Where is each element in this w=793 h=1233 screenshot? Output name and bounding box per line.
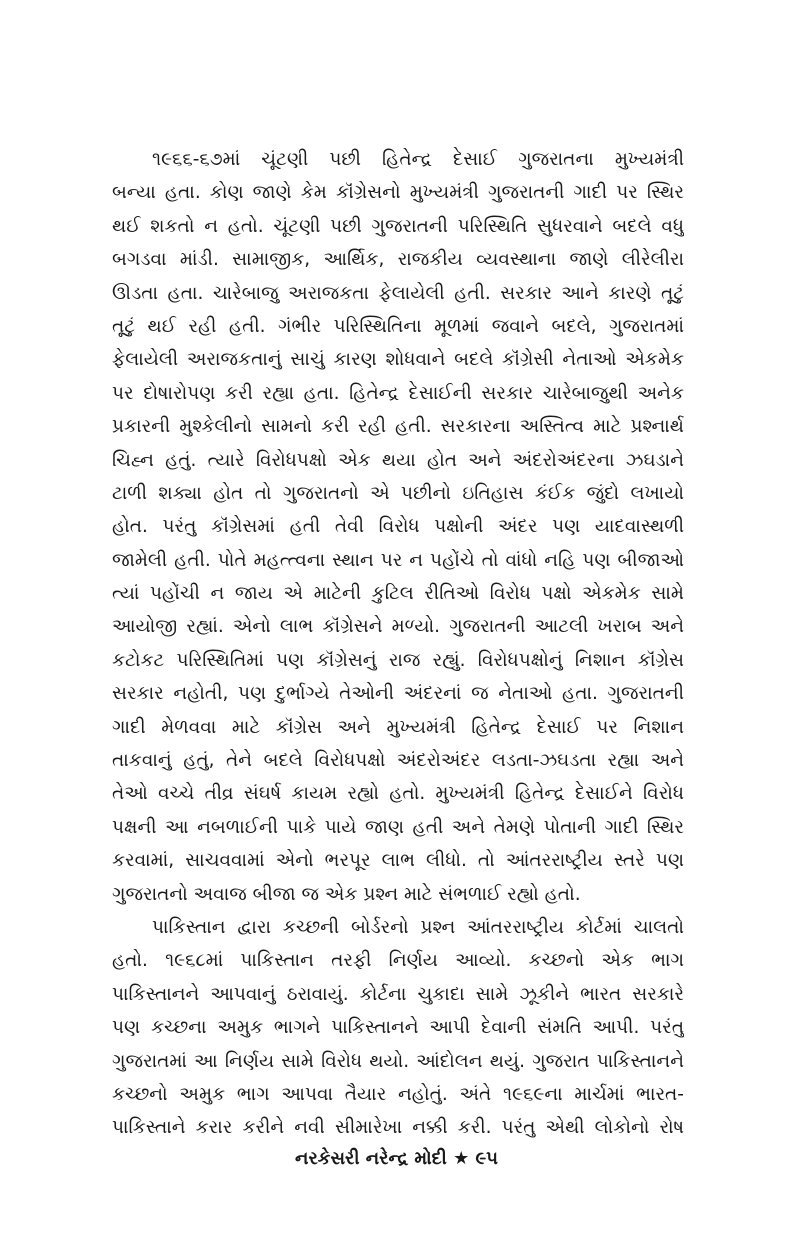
text-line: તૂટું થઈ રહી હતી. ગંભીર પરિસ્થિતિના મૂળમાં જવાને બદલે, ગુજરાતમાં (112, 315, 684, 337)
text-line: ૧૯૬૬-૬૭માં ચૂંટણી પછી હિતેન્દ્ર દેસાઈ ગુજરાતના મુખ્યમંત્રી (152, 149, 684, 170)
text-line: પ્રકારની મુશ્કેલીનો સામનો કરી રહી હતી. સરકારના અસ્તિત્વ માટે પ્રશ્નાર્થ (112, 416, 684, 438)
text-line: તાકવાનું હતું, તેને બદલે વિરોધપક્ષો અંદરોઅંદર લડતા-ઝઘડતા રહ્યા અને (112, 750, 684, 772)
text-line: કરવામાં, સાચવવામાં એનો ભરપૂર લાભ લીધો. તો આંતરરાષ્ટ્રીય સ્તરે પણ (112, 850, 684, 872)
text-line: હોત. પરંતુ કૉંગ્રેસમાં હતી તેવી વિરોધ પક્ષોની અંદર પણ યાદવાસ્થળી (112, 516, 684, 538)
text-line: હતો. ૧૯૬૮માં પાકિસ્તાન તરફી નિર્ણય આવ્યો. કચ્છનો એક ભાગ (112, 950, 684, 972)
text-line: પાકિસ્તાને કરાર કરીને નવી સીમારેખા નક્કી કરી. પરંતુ એથી લોકોનો રોષ (112, 1117, 684, 1139)
text-line: બન્યા હતા. કોણ જાણે કેમ કૉંગ્રેસનો મુખ્યમંત્રી ગુજરાતની ગાદી પર સ્થિર (112, 182, 684, 204)
text-line: તેઓ વચ્ચે તીવ્ર સંઘર્ષ કાયમ રહ્યો હતો. મુખ્યમંત્રી હિતેન્દ્ર દેસાઈને વિરોધ (112, 783, 684, 805)
text-line: પાકિસ્તાન દ્વારા કચ્છની બોર્ડરનો પ્રશ્ન આંતરરાષ્ટ્રીય કોર્ટમાં ચાલતો (152, 916, 684, 938)
text-line: ત્યાં પહોંચી ન જાય એ માટેની કુટિલ રીતિઓ વિરોધ પક્ષો એકમેક સામે (112, 583, 684, 605)
text-line: કટોકટ પરિસ્થિતિમાં પણ કૉંગ્રેસનું રાજ રહ્યું. વિરોધપક્ષોનું નિશાન કૉંગ્રેસ (112, 649, 684, 671)
text-line: પક્ષની આ નબળાઈની પાકે પાયે જાણ હતી અને તેમણે પોતાની ગાદી સ્થિર (112, 816, 684, 838)
paragraph (112, 143, 684, 911)
text-line: પણ કચ્છના અમુક ભાગને પાકિસ્તાનને આપી દેવાની સંમતિ આપી. પરંતુ (112, 1017, 684, 1039)
text-line: જામેલી હતી. પોતે મહત્ત્વના સ્થાન પર ન પહોંચે તો વાંધો નહિ પણ બીજાઓ (112, 549, 684, 571)
text-line: કચ્છનો અમુક ભાગ આપવા તૈયાર નહોતું. અંતે ૧૯૬૯ના માર્ચમાં ભારત- (112, 1083, 684, 1105)
text-line: ટાળી શક્યા હોત તો ગુજરાતનો એ પછીનો ઇતિહાસ કંઈક જુંદો લખાયો (112, 482, 684, 504)
text-line: સરકાર નહોતી, પણ દુર્ભાગ્યે તેઓની અંદરનાં જ નેતાઓ હતા. ગુજરાતની (112, 683, 684, 705)
text-line: ગુજરાતમાં આ નિર્ણય સામે વિરોધ થયો. આંદોલન થયું. ગુજરાત પાકિસ્તાનને (112, 1050, 684, 1072)
text-line: ફેલાયેલી અરાજકતાનું સાચું કારણ શોધવાને બદલે કૉંગ્રેસી નેતાઓ એકમેક (112, 349, 684, 371)
text-line: ગુજરાતનો અવાજ બીજા જ એક પ્રશ્ન માટે સંભળાઈ રહ્યો હતો. (112, 883, 581, 905)
text-line: બગડવા માંડી. સામાજીક, આર્થિક, રાજકીય વ્યવસ્થાના જાણે લીરેલીરા (112, 249, 684, 271)
text-line: થઈ શકતો ન હતો. ચૂંટણી પછી ગુજરાતની પરિસ્થિતિ સુધરવાને બદલે વધુ (112, 215, 684, 237)
text-line: પાકિસ્તાનને આપવાનું ઠરાવાયું. કોર્ટના ચુકાદા સામે ઝૂકીને ભારત સરકારે (112, 983, 684, 1005)
text-line: પર દોષારોપણ કરી રહ્યા હતા. હિતેન્દ્ર દેસાઈની સરકાર ચારેબાજુથી અનેક (112, 382, 684, 404)
text-line: ચિહ્ન હતું. ત્યારે વિરોધપક્ષો એક થયા હોત અને અંદરોઅંદરના ઝઘડાને (112, 449, 684, 471)
text-line: ઊડતા હતા. ચારેબાજુ અરાજકતા ફેલાયેલી હતી. સરકાર આને કારણે તૂટું (112, 282, 684, 304)
paragraph (112, 911, 684, 1145)
page-body (112, 143, 684, 1145)
text-line: આયોજી રહ્યાં. એનો લાભ કૉંગ્રેસને મળ્યો. ગુજરાતની આટલી ખરાબ અને (112, 616, 684, 638)
page-footer: નરકેસરી નરેન્દ્ર મોદી ★ ૯૫ (295, 1148, 498, 1169)
text-line: ગાદી મેળવવા માટે કૉંગ્રેસ અને મુખ્યમંત્રી હિતેન્દ્ર દેસાઈ પર નિશાન (112, 716, 684, 738)
